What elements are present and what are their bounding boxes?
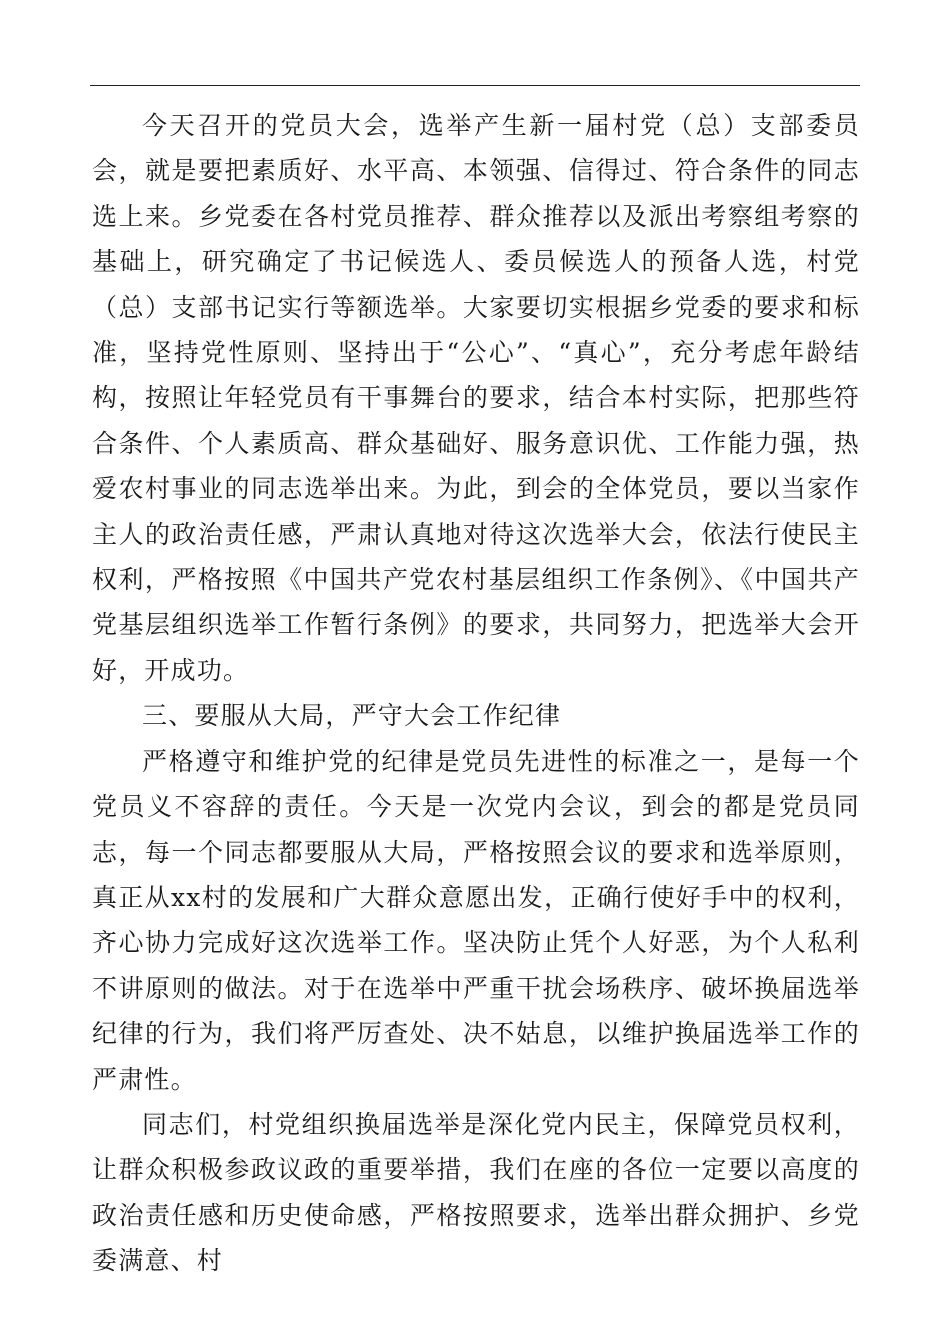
section-heading-discipline: 三、要服从大局，严守大会工作纪律 (142, 701, 562, 731)
header-rule (90, 85, 860, 86)
document-body (92, 103, 860, 1284)
paragraph-discipline: 严格遵守和维护党的纪律是党员先进性的标准之一，是每一个党员义不容辞的责任。今天是一次党内会议，到会的都是党员同志，每一个同志都要服从大局，严格按照会议的要求和选举原则，真正从xx村的发展和广大群众意愿出发，正确行使好手中的权利，齐心协力完成好这次选举工作。坚决防止凭个人好恶，为个人私利不讲原则的做法。对于在选举中严重干扰会场秩序、破坏换届选举纪律的行为，我们将严厉查处、决不姑息，以维护换届选举工作的严肃性。 (92, 746, 860, 1094)
paragraph-candidates: 今天召开的党员大会，选举产生新一届村党（总）支部委员会，就是要把素质好、水平高、本领强、信得过、符合条件的同志选上来。乡党委在各村党员推荐、群众推荐以及派出考察组考察的基础上，研究确定了书记候选人、委员候选人的预备人选，村党（总）支部书记实行等额选举。大家要切实根据乡党委的要求和标准，坚持党性原则、坚持出于“公心”、“真心”，充分考虑年龄结构，按照让年轻党员有干事舞台的要求，结合本村实际，把那些符合条件、个人素质高、群众基础好、服务意识优、工作能力强，热爱农村事业的同志选举出来。为此，到会的全体党员，要以当家作主人的政治责任感，严肃认真地对待这次选举大会，依法行使民主权利，严格按照《中国共产党农村基层组织工作条例》、《中国共产党基层组织选举工作暂行条例》的要求，共同努力，把选举大会开好，开成功。 (92, 111, 860, 685)
paragraph-closing: 同志们，村党组织换届选举是深化党内民主，保障党员权利，让群众积极参政议政的重要举措，我们在座的各位一定要以高度的政治责任感和历史使命感，严格按照要求，选举出群众拥护、乡党委满意、村 (92, 1109, 860, 1276)
